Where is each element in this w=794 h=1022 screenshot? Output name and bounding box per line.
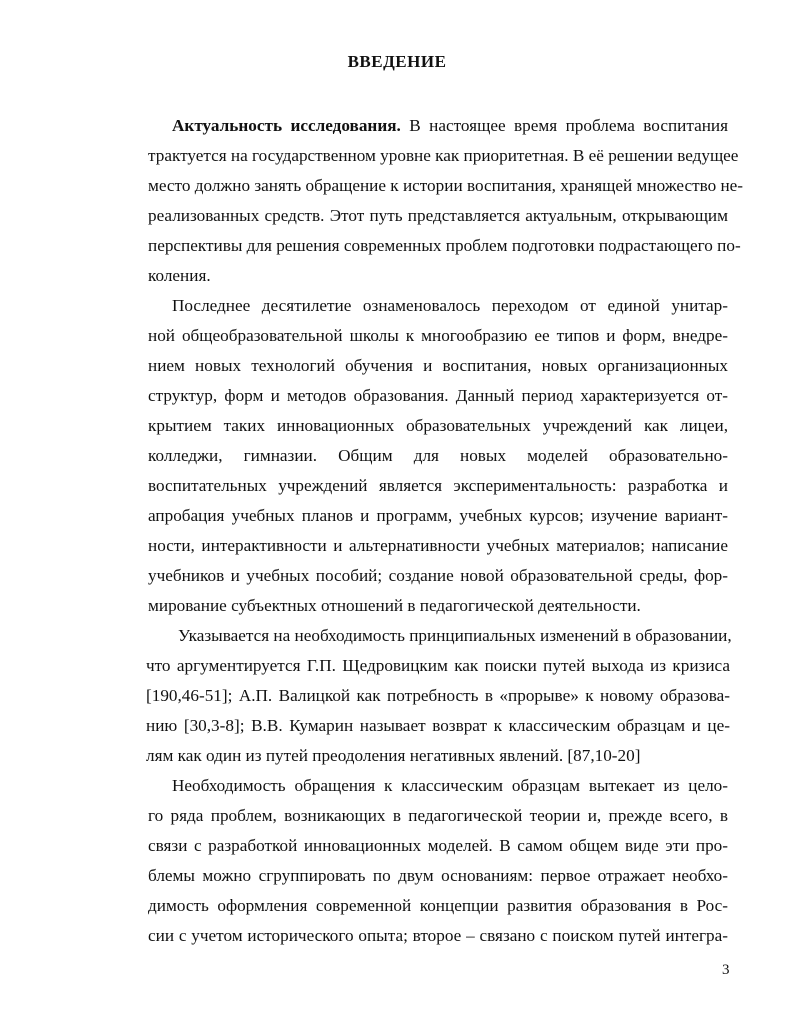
paragraph-2-line-11: мирование субъектных отношений в педагогической деятельности. [148, 596, 641, 615]
paragraph-1-line-3: место должно занять обращение к истории воспитания, хранящей множество не- [148, 176, 744, 195]
page-number: 3 [722, 962, 730, 978]
paragraph-3-line-5: лям как один из путей преодоления негативных явлений. [87,10-20] [146, 746, 641, 765]
paragraph-2-line-2: ной общеобразовательной школы к многообразию ее типов и форм, внедре- [148, 326, 728, 345]
paragraph-2-line-7: воспитательных учреждений является экспериментальность: разработка и [148, 476, 728, 495]
paragraph-3-line-4: нию [30,3-8]; В.В. Кумарин называет возврат к классическим образцам и це- [146, 716, 730, 735]
paragraph-2-line-1: Последнее десятилетие ознаменовалось переходом от единой унитар- [172, 296, 728, 315]
paragraph-4-line-4: блемы можно сгруппировать по двум основаниям: первое отражает необхо- [148, 866, 728, 885]
paragraph-2-line-10: учебников и учебных пособий; создание новой образовательной среды, фор- [148, 566, 728, 585]
paragraph-1-line-4: реализованных средств. Этот путь представляется актуальным, открывающим [148, 206, 728, 225]
paragraph-4-line-3: связи с разработкой инновационных моделей. В самом общем виде эти про- [148, 836, 728, 855]
page-title: ВВЕДЕНИЕ [347, 52, 447, 71]
paragraph-4-line-2: го ряда проблем, возникающих в педагогической теории и, прежде всего, в [148, 806, 728, 825]
paragraph-2-line-4: структур, форм и методов образования. Данный период характеризуется от- [148, 386, 728, 405]
paragraph-4-line-5: димость оформления современной концепции развития образования в Рос- [148, 896, 728, 915]
paragraph-2-line-9: ности, интерактивности и альтернативности учебных материалов; написание [148, 536, 728, 555]
paragraph-2-line-6: колледжи, гимназии. Общим для новых моделей образовательно- [148, 446, 728, 465]
paragraph-2-line-8: апробация учебных планов и программ, учебных курсов; изучение вариант- [148, 506, 728, 525]
paragraph-1-line-1 [172, 116, 728, 136]
paragraph-1-line-5: перспективы для решения современных проблем подготовки подрастающего по- [148, 236, 741, 255]
paragraph-1-line-6: коления. [148, 266, 211, 285]
paragraph-4-line-6: сии с учетом исторического опыта; второе – связано с поиском путей интегра- [148, 926, 728, 945]
paragraph-1-line-1-text: В настоящее время проблема воспитания [400, 116, 729, 135]
paragraph-1-line-2: трактуется на государственном уровне как приоритетная. В её решении ведущее [148, 146, 739, 165]
paragraph-3-line-1: Указывается на необходимость принципиальных изменений в образовании, [178, 626, 732, 645]
paragraph-4-line-1: Необходимость обращения к классическим образцам вытекает из цело- [172, 776, 728, 795]
paragraph-3-line-2: что аргументируется Г.П. Щедровицким как поиски путей выхода из кризиса [146, 656, 730, 675]
paragraph-2-line-5: крытием таких инновационных образовательных учреждений как лицеи, [148, 416, 728, 435]
section-lead-bold: Актуальность исследования. [172, 116, 401, 135]
paragraph-3-line-3: [190,46-51]; А.П. Валицкой как потребность в «прорыве» к новому образова- [146, 686, 730, 705]
paragraph-2-line-3: нием новых технологий обучения и воспитания, новых организационных [148, 356, 728, 375]
